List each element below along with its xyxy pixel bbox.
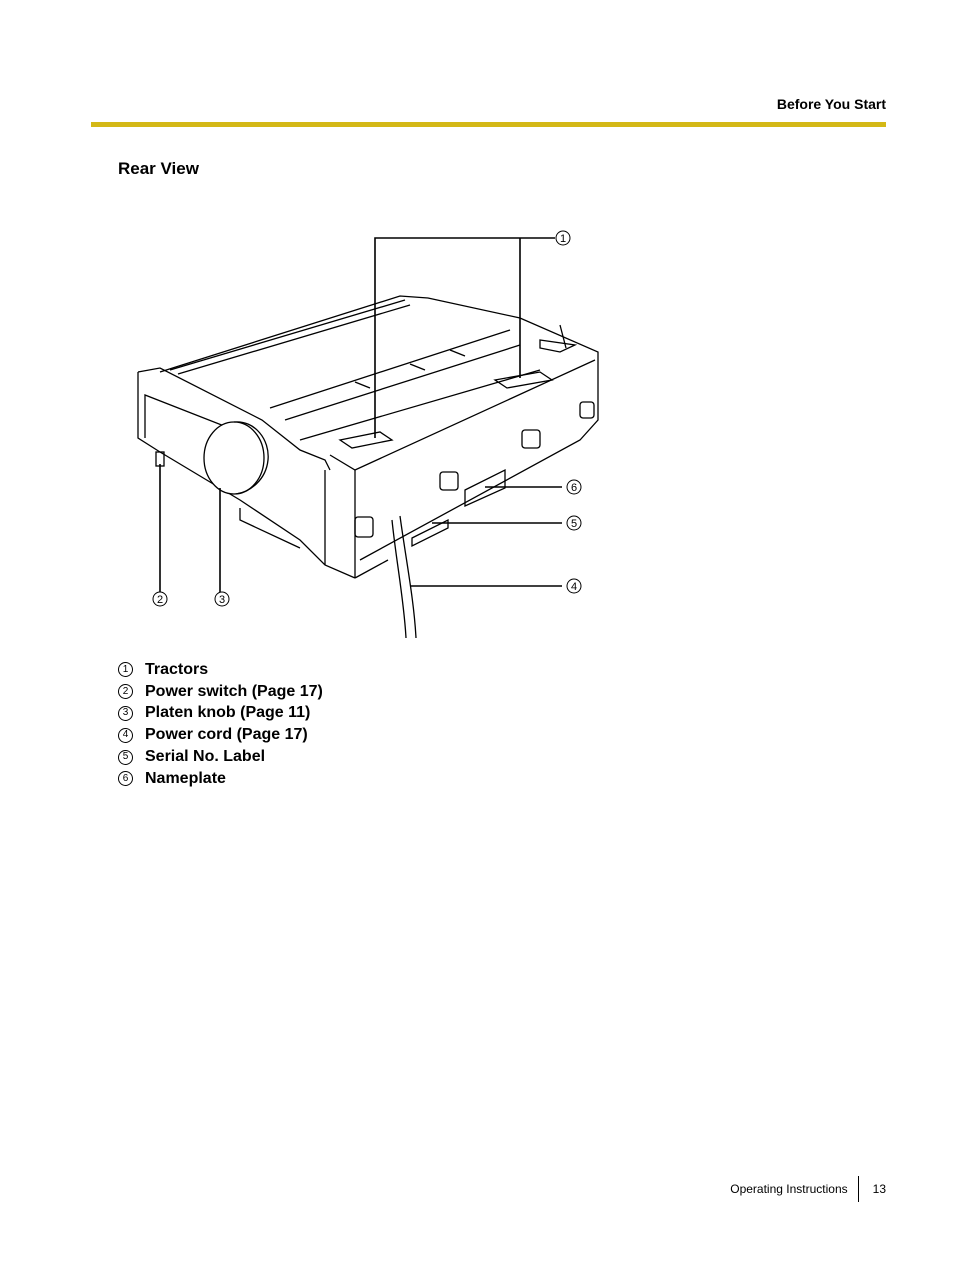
running-header: Before You Start xyxy=(776,96,886,112)
legend-number: 1 xyxy=(118,662,133,677)
callout-3 xyxy=(215,592,229,606)
legend-item xyxy=(118,659,323,681)
section-title: Rear View xyxy=(118,159,199,178)
footer-divider xyxy=(858,1176,859,1202)
page-number: 13 xyxy=(872,1182,886,1196)
svg-text:4: 4 xyxy=(570,581,578,593)
legend-label: Power switch (Page 17) xyxy=(145,682,323,700)
callout-5 xyxy=(567,516,581,530)
svg-text:3: 3 xyxy=(218,594,226,606)
legend-number: 3 xyxy=(118,706,133,721)
callout-6 xyxy=(567,480,581,494)
legend-item xyxy=(118,681,323,703)
legend-item xyxy=(118,724,323,746)
legend-label: Power cord (Page 17) xyxy=(145,726,308,744)
platen-knob xyxy=(204,422,268,494)
legend-item xyxy=(118,746,323,768)
legend-number: 5 xyxy=(118,750,133,765)
page-footer xyxy=(730,1176,886,1202)
callout-4 xyxy=(567,579,581,593)
legend-number: 4 xyxy=(118,728,133,743)
legend-label: Platen knob (Page 11) xyxy=(145,704,311,722)
leader-lines xyxy=(160,238,562,592)
callout-1 xyxy=(556,231,570,245)
footer-doc-title: Operating Instructions xyxy=(730,1182,848,1196)
legend-item xyxy=(118,768,323,790)
legend-label: Nameplate xyxy=(145,769,226,787)
svg-text:1: 1 xyxy=(559,233,567,245)
callout-2 xyxy=(153,592,167,606)
legend-label: Serial No. Label xyxy=(145,748,266,766)
parts-legend xyxy=(118,659,323,790)
legend-label: Tractors xyxy=(145,660,209,678)
svg-text:2: 2 xyxy=(156,594,164,606)
legend-number: 6 xyxy=(118,771,133,786)
legend-item xyxy=(118,703,323,725)
svg-text:6: 6 xyxy=(570,482,578,494)
svg-text:5: 5 xyxy=(570,518,578,530)
legend-number: 2 xyxy=(118,684,133,699)
